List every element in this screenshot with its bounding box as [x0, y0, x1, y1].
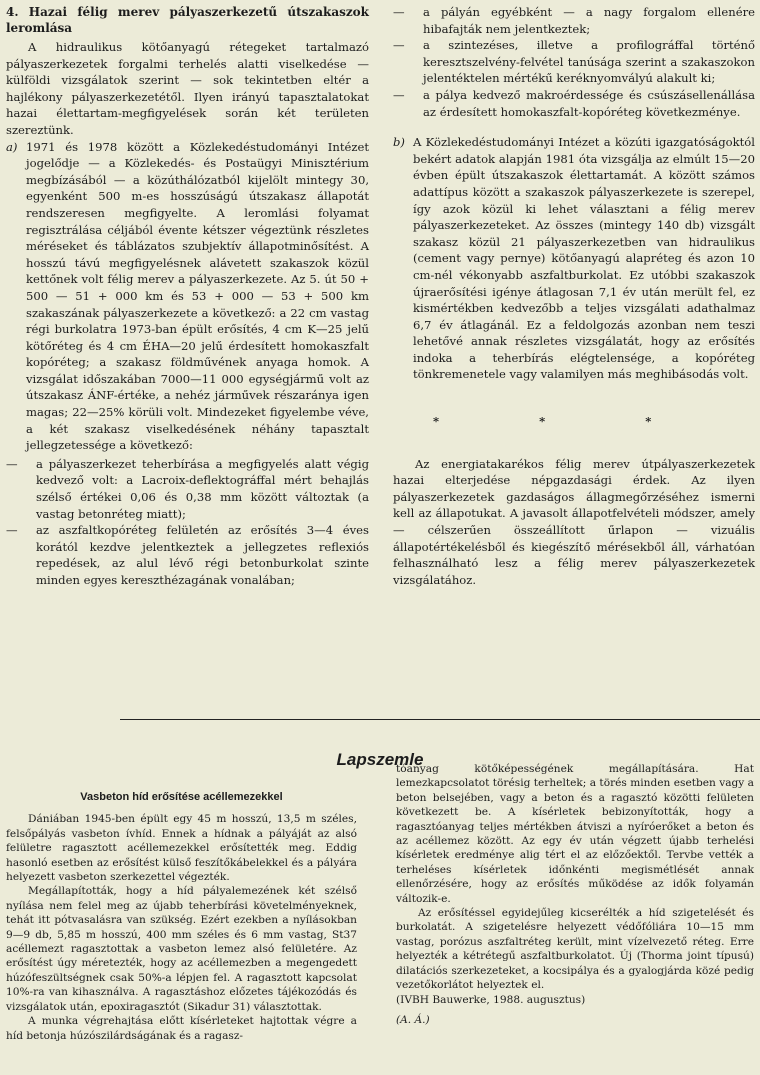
- review-paragraph: Megállapították, hogy a híd pályalemezének két szélső nyílása nem felel meg az újabb teherbírási követelményeknek, tehát itt pótvasalásra van szükség. Ezért ezekben a nyílásokban 9—9 db, 5,85 m hosszú, 400 mm széles és 6 mm vastag, St37 acéllemezt ragasztottak a vasbeton lemez alsó felületére. Az erősítést úgy méretezték, hogy az acéllemezben a megengedett húzófeszültségnek csak 50%-a lépjen fel. A ragasztott kapcsolat 10%-ra van kihasználva. A ragasztáshoz előzetes tájékozódás és vizsgálatok után, epoxiragasztót (Sikadur 31) választottak.: [6, 885, 357, 1013]
- item-a-label: a): [6, 139, 18, 154]
- dash-marker: —: [393, 5, 405, 19]
- intro-paragraph: A hidraulikus kötőanyagú rétegeket tartalmazó pályaszerkezetek forgalmi terhelés alatti viselkedése — külföldi vizsgálatok szerint — sok tekintetben eltér a hajlékony pályaszerkezetétől. Ilyen irányú tapasztalatokat hazai élettartam-megfigyelések során két területen szereztünk.: [6, 40, 369, 137]
- dash-text: a pályán egyébként — a nagy forgalom ellenére hibafajták nem jelentkeztek;: [423, 5, 755, 36]
- review-paragraph: tóanyag kötőképességének megállapítására. Hat lemezkapcsolatot törésig terheltek; a törés minden esetben vagy a beton belsejében, vagy a beton és a ragasztó közötti felületen következett be. A kísérletek bebizonyították, hogy a ragasztóanyag teljes mértékben átviszi a nyíróerőket a beton és az acéllemez között. Az egy év után végzett újabb terhelési kísérletek eredménye alig tért el az előzőektől. Tervbe vették a terheléses kísérletek időnkénti megismétlését annak ellenőrzésére, hogy az erősítés működése az idők folyamán változik-e.: [396, 763, 754, 905]
- source-citation: (IVBH Bauwerke, 1988. augusztus): [396, 993, 586, 1006]
- author-signature: (A. Á.): [396, 1013, 430, 1026]
- closing-paragraph: Az energiatakarékos félig merev útpályaszerkezetek hazai elterjedése népgazdasági érdek. Az ilyen pályaszerkezetek gazdaságos állagmegőrzéséhez ismerni kell az állapotukat. A javasolt állapotfelvételi módszer, amely — célszerűen összeállított űrlapon — vizuális állapotértékelésből és kiegészítő mérésekből áll, várhatóan felhasználható lesz a félig merev pályaszerkezetek vizsgálatához.: [393, 456, 755, 587]
- section-separator: * * *: [433, 414, 700, 429]
- review-paragraph: A munka végrehajtása előtt kísérleteket hajtottak végre a híd betonja húzószilárdságának és a ragasz-: [6, 1015, 357, 1042]
- item-b-label: b): [393, 135, 405, 150]
- item-a: [6, 139, 369, 454]
- dash-text: az aszfaltkopóréteg felületén az erősítés 3—4 éves korától kezdve jelentkeztek a jellegzetes reflexiós repedések, az alul lévő régi betonburkolat szinte minden egyes kereszthézagának vonalában;: [36, 523, 369, 587]
- review-right-column: [396, 762, 754, 1027]
- dash-marker: —: [393, 87, 405, 102]
- dash-item: [393, 4, 755, 37]
- review-paragraph: Az erősítéssel egyidejűleg kicserélték a híd szigetelését és burkolatát. A szigetelésre helyezett védőfóliára 10—15 mm vastag, porózus aszfaltréteg került, mint vízelvezető réteg. Erre helyezték a kétrétegű aszfaltburkolatot. Új (Thorma joint típusú) dilatációs szerkezeteket, a kocsipálya és a gyalogjárda közé pedig vezetőkorlátot helyeztek el.: [396, 907, 754, 992]
- article-title: Vasbeton híd erősítése acéllemezekkel: [80, 791, 283, 803]
- dash-item: [393, 37, 755, 87]
- dash-item: [6, 522, 369, 588]
- section-divider: [120, 719, 760, 720]
- dash-text: a szintezéses, illetve a profilográffal történő keresztszelvény-felvétel tanúsága szerint a szakaszokon jelentéktelen mértékű keréknyomvályú alakult ki;: [423, 38, 755, 86]
- dash-marker: —: [6, 523, 18, 538]
- item-a-text: 1971 és 1978 között a Közlekedéstudományi Intézet jogelődje — a Közlekedés- és Postaügyi Minisztérium megbízásából — a közúthálózatból kijelölt mintegy 30, egyenként 500 m-es hosszúságú útszakasz állapotát rendszeresen megfigyelte. A leromlási folyamat regisztrálása céljából évente kétszer végeztünk részletes méréseket és táblázatos szubjektív állapotminősítést. A hosszú távú megfigyelésnek alávetett szakaszok közül kettőnek volt félig merev a pályaszerkezete. Az 5. út 50 + 500 — 51 + 000 km és 53 + 000 — 53 + 500 km szakaszának pályaszerkezete a következő: a 22 cm vastag régi burkolatra 1973-ban épült erősítés, 4 cm K—25 jelű kötőréteg és 4 cm ÉHA—20 jelű érdesített homokaszfalt kopóréteg; a szakasz földművének anyaga homok. A vizsgálat időszakában 7000—11 000 egységjármű volt az útszakasz ÁNF-értéke, a nehéz járművek részaránya igen magas; 22—25% körüli volt. Mindezeket figyelembe véve, a két szakasz viselkedésének néhány tapasztalt jellegzetessége a következő:: [26, 139, 369, 453]
- left-column: [6, 4, 369, 589]
- review-paragraph: Dániában 1945-ben épült egy 45 m hosszú, 13,5 m széles, felsőpályás vasbeton ívhíd. Ennek a hídnak a pályáját az alsó felületre ragasztott acéllemezekkel erősítették meg. Eddig hasonló esetben az erősítést külső feszítőkábelekkel és a pályára helyezett vasbeton szerkezettel végezték.: [6, 813, 357, 884]
- dash-text: a pályaszerkezet teherbírása a megfigyelés alatt végig kedvező volt: a Lacroix-deflektográffal mért behajlás szélső értékei 0,06 és 0,38 mm között változtak (a vastag betonréteg miatt);: [36, 456, 369, 521]
- section-heading: 4. Hazai félig merev pályaszerkezetű útszakaszok leromlása: [6, 5, 369, 35]
- dash-marker: —: [393, 38, 405, 53]
- dash-text: a pálya kedvező makroérdessége és csúszásellenállása az érdesített homokaszfalt-kopóréteg következménye.: [423, 87, 755, 119]
- dash-item: [6, 456, 369, 522]
- item-b-text: A Közlekedéstudományi Intézet a közúti igazgatóságoktól bekért adatok alapján 1981 óta vizsgálja az elmúlt 15—20 évben épült útszakaszok élettartamát. A között számos adattípus között a szakaszok pályaszerkezete is szerepel, így azok közül ki lehet választani a félig merev pályaszerkezeteket. Az összes (mintegy 140 db) vizsgált szakasz közül 21 pályaszerkezetben van hidraulikus (cement vagy pernye) kötőanyagú alapréteg és azon 10 cm-nél vékonyabb aszfaltburkolat. Ez utóbbi szakaszok újraerősítési igénye átlagosan 7,1 év után merült fel, ez kismértékben kedvezőbb a teljes vizsgálati adathalmaz 6,7 év átlagánál. Ez a feldolgozás azonban nem teszi lehetővé annak részletes vizsgálatát, hogy az erősítés indoka a teherbírás elégtelensége, a kopóréteg tönkremenetele vagy valamilyen más meghibásodás volt.: [413, 135, 755, 382]
- right-column: [393, 4, 755, 588]
- dash-item: [393, 87, 755, 120]
- review-left-column: [6, 790, 357, 1043]
- dash-marker: —: [6, 456, 18, 471]
- item-b: [393, 134, 755, 383]
- review-section-title: Lapszemle: [336, 750, 424, 769]
